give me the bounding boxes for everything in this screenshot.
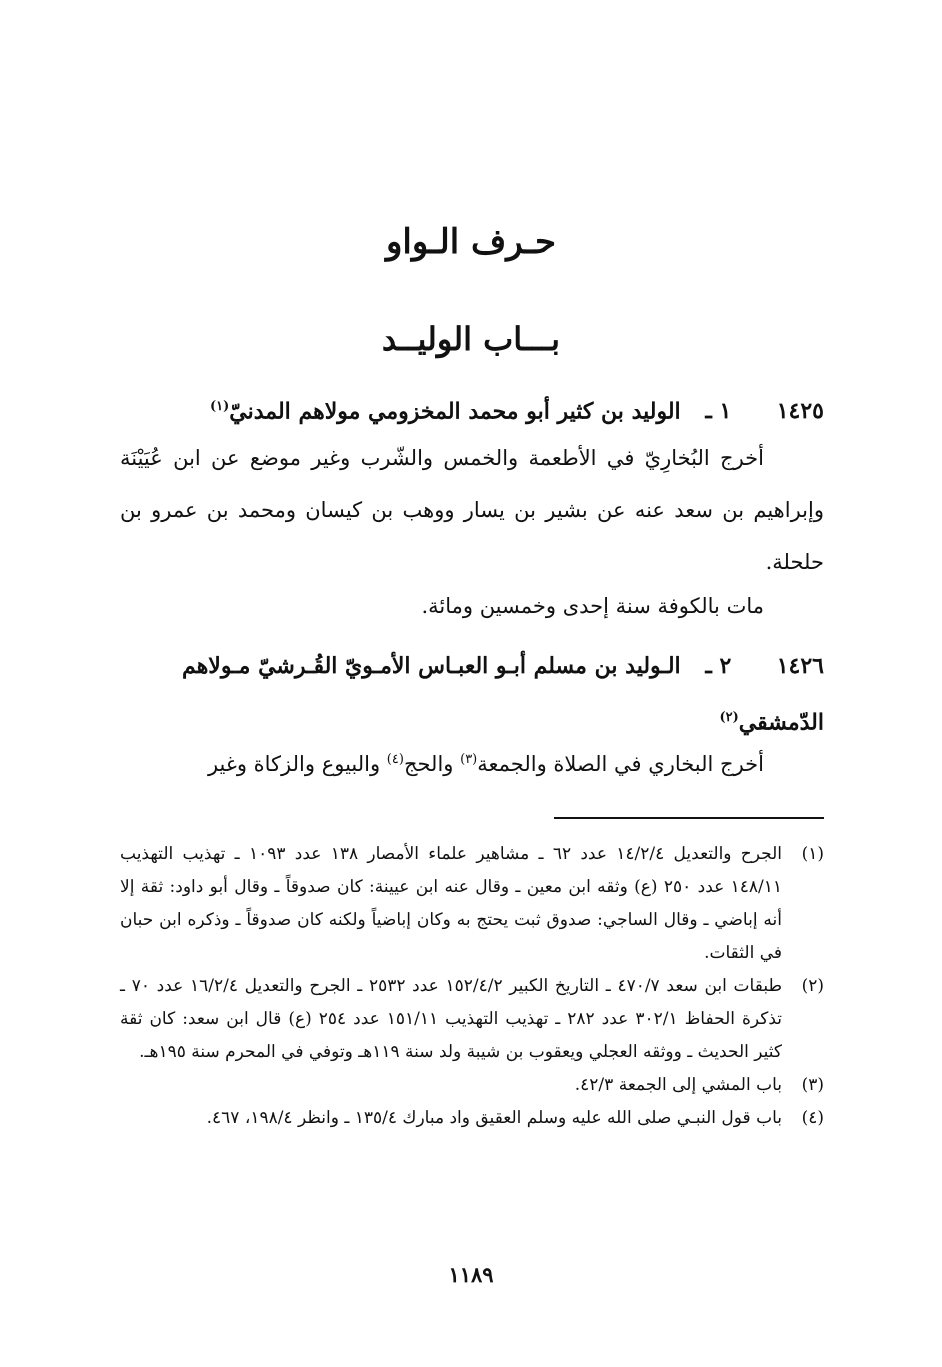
footnote-reference: (٢)	[719, 710, 739, 725]
section-title: بـــاب الوليــد	[381, 320, 561, 358]
footnote-reference: (٤)	[386, 752, 404, 767]
paragraph-text: أخرج البخاري في الصلاة والجمعة	[477, 752, 764, 776]
footnote-text: باب قول النبـي صلى الله عليه وسلم العقيق واد مبارك ١٣٥/٤ ـ وانظر ١٩٨/٤، ٤٦٧.	[206, 1108, 782, 1128]
footnote-marker: (٤)	[801, 1108, 824, 1128]
footnote-reference: (١)	[209, 399, 230, 414]
entry-number: ١٤٢٥	[776, 398, 824, 425]
footnote-text: باب المشي إلى الجمعة ٤٢/٣.	[574, 1075, 782, 1095]
footnote	[120, 1069, 824, 1102]
entry-number: ١٤٢٦	[776, 653, 824, 679]
footnote	[120, 838, 824, 970]
footnote	[120, 970, 824, 1069]
paragraph-text: والحج	[403, 752, 461, 776]
paragraph-text: والبيوع والزكاة وغير	[207, 752, 387, 776]
narrator-name: الوليد بن كثير أبو محمد المخزومي مولاهم المدنيّ	[229, 398, 681, 425]
entry-heading	[124, 381, 824, 437]
footnote-divider	[554, 817, 824, 819]
entry-paragraph: مات بالكوفة سنة إحدى وخمسين ومائة.	[421, 594, 764, 618]
footnote-text: الجرح والتعديل ١٤/٢/٤ عدد ٦٢ ـ مشاهير علماء الأمصار ١٣٨ عدد ١٠٩٣ ـ تهذيب التهذيب ١٤٨/١١ عدد ٢٥٠ (ع) وثقه ابن معين ـ وقال عنه ابن عيينة: كان صدوقاً ـ وقال أبو داود: ثقة إلا أنه إباضي ـ وقال الساجي: صدوق ثبت يحتج به وكان إباضياً ولكنه كان صدوقاً ـ وذكره ابن حبان في الثقات.	[120, 844, 783, 963]
footnote-text: طبقات ابن سعد ٤٧٠/٧ ـ التاريخ الكبير ١٥٢/٤/٢ عدد ٢٥٣٢ ـ الجرح والتعديل ١٦/٢/٤ عدد ٧٠ ـ تذكرة الحفاظ ٣٠٢/١ عدد ٢٨٢ ـ تهذيب التهذيب ١٥١/١١ عدد ٢٥٤ (ع) قال ابن سعد: كان ثقة كثير الحديث ـ ووثقه العجلي ويعقوب بن شيبة ولد سنة ١١٩هـ وتوفي في المحرم سنة ١٩٥هـ.	[120, 976, 782, 1062]
footnote-reference: (٣)	[460, 752, 478, 767]
footnotes	[120, 838, 824, 1135]
entry-sequence: ١ ـ	[705, 398, 732, 425]
footnote-marker: (٢)	[801, 976, 824, 996]
entry-sequence: ٢ ـ	[705, 653, 732, 679]
footnote	[120, 1102, 824, 1135]
page-number: ١١٨٩	[448, 1262, 494, 1287]
footnote-marker: (١)	[801, 844, 824, 864]
entry-heading	[124, 640, 824, 748]
entry-paragraph	[120, 734, 824, 790]
entry-paragraph: أخرج البُخارِيّ في الأطعمة والخمس والشّرب وغير موضع عن ابن عُيَيْنَة وإبراهيم بن سعد عنه عن بشير بن يسار ووهب بن كيسان ومحمد بن عمرو بن حلحلة.	[120, 446, 824, 574]
chapter-title: حـرف الـواو	[385, 222, 557, 262]
footnote-marker: (٣)	[801, 1075, 824, 1095]
narrator-name: الـوليد بن مسلم أبـو العبـاس الأمـويّ القُـرشيّ مـولاهم الدّمشقي	[182, 653, 824, 736]
